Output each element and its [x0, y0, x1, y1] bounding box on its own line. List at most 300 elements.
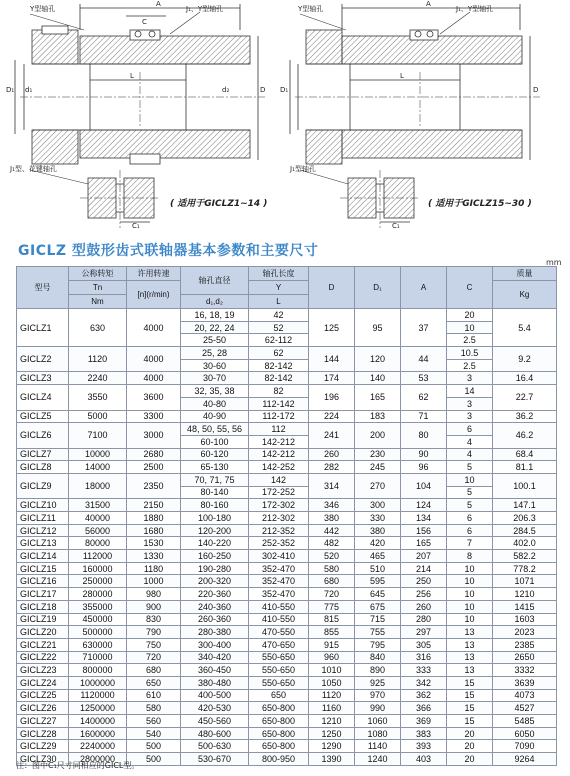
table-row [17, 740, 557, 753]
header-torque: 公称转矩 [69, 267, 127, 281]
cell-c: 3 [447, 410, 493, 423]
cell-bore: 20, 22, 24 [181, 321, 249, 334]
cell-d: 855 [309, 626, 355, 639]
cell-speed: 900 [127, 600, 181, 613]
cell-c: 5 [447, 486, 493, 499]
cell-d1: 795 [355, 638, 401, 651]
cell-c: 20 [447, 753, 493, 766]
cell-bore: 32, 35, 38 [181, 385, 249, 398]
header-a: A [401, 267, 447, 309]
cell-torque: 18000 [69, 473, 127, 498]
header-length: 轴孔长度 [249, 267, 309, 281]
right-section-view [290, 4, 540, 228]
cell-c: 6 [447, 423, 493, 436]
label-d2-left: d₂ [222, 86, 230, 94]
cell-a: 124 [401, 499, 447, 512]
cell-speed: 500 [127, 740, 181, 753]
cell-bore: 80-160 [181, 499, 249, 512]
cell-torque: 355000 [69, 600, 127, 613]
cell-c: 20 [447, 309, 493, 322]
cell-model: GICLZ15 [17, 562, 69, 575]
cell-d: 224 [309, 410, 355, 423]
cell-d: 520 [309, 550, 355, 563]
cell-length: 650-800 [249, 740, 309, 753]
table-row [17, 715, 557, 728]
cell-bore: 480-600 [181, 727, 249, 740]
cell-a: 280 [401, 613, 447, 626]
label-c1-right: C₁ [392, 222, 400, 230]
table-row [17, 512, 557, 525]
cell-mass: 1071 [493, 575, 557, 588]
cell-a: 53 [401, 372, 447, 385]
cell-speed: 3300 [127, 410, 181, 423]
cell-model: GICLZ12 [17, 524, 69, 537]
cell-torque: 56000 [69, 524, 127, 537]
table-row [17, 385, 557, 398]
cell-bore: 140-220 [181, 537, 249, 550]
cell-torque: 160000 [69, 562, 127, 575]
cell-a: 37 [401, 309, 447, 347]
cell-bore: 40-80 [181, 397, 249, 410]
cell-bore: 160-250 [181, 550, 249, 563]
cell-c: 3 [447, 372, 493, 385]
cell-torque: 112000 [69, 550, 127, 563]
cell-model: GICLZ27 [17, 715, 69, 728]
table-row [17, 613, 557, 626]
cell-length: 172-252 [249, 486, 309, 499]
cell-length: 142 [249, 473, 309, 486]
cell-model: GICLZ25 [17, 689, 69, 702]
cell-mass: 5.4 [493, 309, 557, 347]
header-d: D [309, 267, 355, 309]
cell-model: GICLZ29 [17, 740, 69, 753]
cell-bore: 530-670 [181, 753, 249, 766]
cell-mass: 402.0 [493, 537, 557, 550]
cell-d1: 675 [355, 600, 401, 613]
cell-speed: 1180 [127, 562, 181, 575]
cell-c: 7 [447, 537, 493, 550]
cell-d1: 645 [355, 588, 401, 601]
cell-d1: 595 [355, 575, 401, 588]
label-c-left: C [142, 18, 147, 26]
cell-a: 403 [401, 753, 447, 766]
cell-model: GICLZ6 [17, 423, 69, 448]
table-row [17, 575, 557, 588]
cell-model: GICLZ7 [17, 448, 69, 461]
cell-d1: 840 [355, 651, 401, 664]
header-speed: 许用转速 [127, 267, 181, 281]
cell-d1: 300 [355, 499, 401, 512]
cell-length: 550-650 [249, 664, 309, 677]
cell-torque: 450000 [69, 613, 127, 626]
cell-c: 20 [447, 727, 493, 740]
cell-length: 352-470 [249, 575, 309, 588]
cell-mass: 6050 [493, 727, 557, 740]
label-l-left: L [130, 72, 134, 80]
cell-mass: 2023 [493, 626, 557, 639]
cell-model: GICLZ16 [17, 575, 69, 588]
cell-length: 112-142 [249, 397, 309, 410]
cell-d1: 890 [355, 664, 401, 677]
caption-left: ( 适用于GICLZ1~14 ) [170, 199, 268, 209]
cell-speed: 980 [127, 588, 181, 601]
cell-length: 550-650 [249, 651, 309, 664]
cell-bore: 70, 71, 75 [181, 473, 249, 486]
label-d1-big-right: D₁ [280, 86, 289, 94]
cell-mass: 5485 [493, 715, 557, 728]
cell-a: 96 [401, 461, 447, 474]
cell-d1: 270 [355, 473, 401, 498]
cell-d: 680 [309, 575, 355, 588]
table-row [17, 309, 557, 322]
cell-length: 82-142 [249, 359, 309, 372]
cell-model: GICLZ1 [17, 309, 69, 347]
label-j1-hole-right: J₁型轴孔 [290, 165, 316, 173]
table-row [17, 473, 557, 486]
table-row [17, 702, 557, 715]
cell-d1: 715 [355, 613, 401, 626]
cell-d1: 120 [355, 347, 401, 372]
cell-torque: 630000 [69, 638, 127, 651]
cell-d1: 380 [355, 524, 401, 537]
cell-torque: 14000 [69, 461, 127, 474]
cell-torque: 710000 [69, 651, 127, 664]
cell-mass: 7090 [493, 740, 557, 753]
table-row [17, 626, 557, 639]
cell-model: GICLZ3 [17, 372, 69, 385]
cell-d: 1160 [309, 702, 355, 715]
cell-c: 15 [447, 715, 493, 728]
cell-length: 650-800 [249, 702, 309, 715]
cell-bore: 240-360 [181, 600, 249, 613]
cell-length: 142-252 [249, 461, 309, 474]
cell-a: 62 [401, 385, 447, 410]
cell-mass: 46.2 [493, 423, 557, 448]
header-length-l: L [249, 295, 309, 309]
cell-torque: 2240000 [69, 740, 127, 753]
cell-d: 815 [309, 613, 355, 626]
cell-length: 82 [249, 385, 309, 398]
header-model: 型号 [17, 267, 69, 309]
cell-c: 5 [447, 499, 493, 512]
header-bore-sub: d₁,d₂ [181, 295, 249, 309]
cell-d: 960 [309, 651, 355, 664]
cell-length: 62-112 [249, 334, 309, 347]
cell-d1: 1140 [355, 740, 401, 753]
cell-model: GICLZ8 [17, 461, 69, 474]
label-d-left: D [260, 86, 266, 94]
cell-a: 383 [401, 727, 447, 740]
label-spline: J₁型、花键轴孔 [10, 165, 57, 173]
cell-mass: 778.2 [493, 562, 557, 575]
cell-a: 342 [401, 676, 447, 689]
cell-length: 470-550 [249, 626, 309, 639]
cell-model: GICLZ9 [17, 473, 69, 498]
cell-mass: 2650 [493, 651, 557, 664]
cell-mass: 1210 [493, 588, 557, 601]
cell-c: 4 [447, 435, 493, 448]
header-mass-unit: Kg [493, 281, 557, 309]
cell-speed: 1530 [127, 537, 181, 550]
cell-mass: 81.1 [493, 461, 557, 474]
cell-c: 6 [447, 524, 493, 537]
cell-model: GICLZ5 [17, 410, 69, 423]
cell-c: 8 [447, 550, 493, 563]
cell-c: 6 [447, 512, 493, 525]
cell-speed: 4000 [127, 309, 181, 347]
cell-torque: 80000 [69, 537, 127, 550]
cell-model: GICLZ18 [17, 600, 69, 613]
label-c1-left: C₁ [132, 222, 140, 230]
cell-length: 52 [249, 321, 309, 334]
cell-d: 125 [309, 309, 355, 347]
cell-d1: 925 [355, 676, 401, 689]
label-y-hole-left: Y型轴孔 [30, 5, 56, 13]
table-row [17, 651, 557, 664]
cell-bore: 450-560 [181, 715, 249, 728]
cell-bore: 40-90 [181, 410, 249, 423]
cell-bore: 120-200 [181, 524, 249, 537]
table-row [17, 727, 557, 740]
cell-torque: 1600000 [69, 727, 127, 740]
cell-length: 82-142 [249, 372, 309, 385]
cell-a: 214 [401, 562, 447, 575]
cell-a: 316 [401, 651, 447, 664]
label-y-hole-right: Y型轴孔 [298, 5, 324, 13]
cell-bore: 190-280 [181, 562, 249, 575]
table-row [17, 676, 557, 689]
cell-speed: 3000 [127, 423, 181, 448]
cell-bore: 30-60 [181, 359, 249, 372]
cell-d1: 245 [355, 461, 401, 474]
cell-d1: 420 [355, 537, 401, 550]
cell-bore: 30-70 [181, 372, 249, 385]
cell-bore: 100-180 [181, 512, 249, 525]
table-row [17, 689, 557, 702]
cell-a: 134 [401, 512, 447, 525]
cell-d: 314 [309, 473, 355, 498]
cell-d1: 140 [355, 372, 401, 385]
cell-length: 410-550 [249, 613, 309, 626]
cell-c: 10 [447, 600, 493, 613]
cell-bore: 400-500 [181, 689, 249, 702]
cell-model: GICLZ13 [17, 537, 69, 550]
cell-torque: 7100 [69, 423, 127, 448]
cell-length: 800-950 [249, 753, 309, 766]
cell-torque: 1120000 [69, 689, 127, 702]
cell-d1: 970 [355, 689, 401, 702]
cell-d1: 1080 [355, 727, 401, 740]
table-row [17, 461, 557, 474]
cell-mass: 2385 [493, 638, 557, 651]
cell-torque: 31500 [69, 499, 127, 512]
cell-model: GICLZ21 [17, 638, 69, 651]
table-row [17, 588, 557, 601]
cell-c: 10 [447, 613, 493, 626]
cell-speed: 3600 [127, 385, 181, 410]
cell-d1: 95 [355, 309, 401, 347]
cell-bore: 48, 50, 55, 56 [181, 423, 249, 436]
table-body [17, 309, 557, 766]
table-row [17, 562, 557, 575]
cell-d1: 330 [355, 512, 401, 525]
label-l-right: L [400, 72, 404, 80]
table-row [17, 499, 557, 512]
header-c: C [447, 267, 493, 309]
cell-torque: 1120 [69, 347, 127, 372]
cell-a: 369 [401, 715, 447, 728]
cell-speed: 580 [127, 702, 181, 715]
footnote: 注：图中C₁尺寸同相应的GICL型。 [16, 761, 140, 770]
cell-c: 10.5 [447, 347, 493, 360]
cell-mass: 1415 [493, 600, 557, 613]
cell-c: 13 [447, 626, 493, 639]
cell-mass: 4073 [493, 689, 557, 702]
cell-speed: 790 [127, 626, 181, 639]
cell-mass: 9264 [493, 753, 557, 766]
cell-speed: 2680 [127, 448, 181, 461]
cell-torque: 2240 [69, 372, 127, 385]
cell-bore: 200-320 [181, 575, 249, 588]
cell-bore: 280-380 [181, 626, 249, 639]
cell-mass: 3639 [493, 676, 557, 689]
cell-mass: 284.5 [493, 524, 557, 537]
cell-length: 172-302 [249, 499, 309, 512]
cell-bore: 65-130 [181, 461, 249, 474]
cell-bore: 220-360 [181, 588, 249, 601]
table-row [17, 600, 557, 613]
cell-a: 207 [401, 550, 447, 563]
label-a-right: A [426, 0, 431, 8]
header-torque-unit2: Nm [69, 295, 127, 309]
cell-speed: 2150 [127, 499, 181, 512]
cell-speed: 750 [127, 638, 181, 651]
cell-c: 13 [447, 651, 493, 664]
cell-d: 241 [309, 423, 355, 448]
cell-a: 256 [401, 588, 447, 601]
cell-length: 650-800 [249, 715, 309, 728]
table-title: GICLZ 型鼓形齿式联轴器基本参数和主要尺寸 [18, 243, 319, 259]
cell-torque: 3550 [69, 385, 127, 410]
label-d1-left: d₁ [25, 86, 33, 94]
cell-a: 366 [401, 702, 447, 715]
cell-c: 13 [447, 664, 493, 677]
cell-length: 112 [249, 423, 309, 436]
cell-c: 10 [447, 588, 493, 601]
table-row [17, 664, 557, 677]
cell-a: 165 [401, 537, 447, 550]
cell-d: 144 [309, 347, 355, 372]
cell-d: 1250 [309, 727, 355, 740]
cell-c: 13 [447, 638, 493, 651]
cell-d: 482 [309, 537, 355, 550]
cell-speed: 500 [127, 753, 181, 766]
cell-a: 362 [401, 689, 447, 702]
cell-torque: 1000000 [69, 676, 127, 689]
table-row [17, 347, 557, 360]
cell-bore: 60-100 [181, 435, 249, 448]
cell-c: 3 [447, 397, 493, 410]
header-mass: 质量 [493, 267, 557, 281]
cell-model: GICLZ2 [17, 347, 69, 372]
cell-c: 15 [447, 689, 493, 702]
cell-length: 112-172 [249, 410, 309, 423]
cell-a: 80 [401, 423, 447, 448]
table-row [17, 448, 557, 461]
cell-speed: 4000 [127, 347, 181, 372]
cell-d1: 183 [355, 410, 401, 423]
cell-torque: 500000 [69, 626, 127, 639]
cell-mass: 1603 [493, 613, 557, 626]
cell-mass: 9.2 [493, 347, 557, 372]
cell-c: 15 [447, 702, 493, 715]
table-header [17, 267, 557, 309]
cell-a: 250 [401, 575, 447, 588]
cell-torque: 280000 [69, 588, 127, 601]
cell-a: 71 [401, 410, 447, 423]
cell-d: 1010 [309, 664, 355, 677]
label-a-left: A [156, 0, 161, 8]
cell-length: 142-212 [249, 435, 309, 448]
cell-speed: 1000 [127, 575, 181, 588]
cell-bore: 420-530 [181, 702, 249, 715]
cell-speed: 680 [127, 664, 181, 677]
table-row [17, 410, 557, 423]
cell-model: GICLZ30 [17, 753, 69, 766]
cell-d: 1210 [309, 715, 355, 728]
cell-d: 580 [309, 562, 355, 575]
cell-model: GICLZ17 [17, 588, 69, 601]
cell-bore: 500-630 [181, 740, 249, 753]
cell-bore: 340-420 [181, 651, 249, 664]
cell-d: 720 [309, 588, 355, 601]
cell-d1: 510 [355, 562, 401, 575]
cell-a: 333 [401, 664, 447, 677]
cell-c: 5 [447, 461, 493, 474]
cell-length: 550-650 [249, 676, 309, 689]
cell-length: 650 [249, 689, 309, 702]
cell-d: 1390 [309, 753, 355, 766]
cell-torque: 630 [69, 309, 127, 347]
cell-length: 410-550 [249, 600, 309, 613]
header-torque-unit: Tn [69, 281, 127, 295]
cell-c: 20 [447, 740, 493, 753]
cell-bore: 25, 28 [181, 347, 249, 360]
cell-d: 1050 [309, 676, 355, 689]
cell-a: 297 [401, 626, 447, 639]
cell-d: 775 [309, 600, 355, 613]
unit-label: mm [546, 258, 562, 267]
cell-d: 282 [309, 461, 355, 474]
cell-length: 62 [249, 347, 309, 360]
caption-right: ( 适用于GICLZ15~30 ) [428, 199, 532, 209]
cell-torque: 1400000 [69, 715, 127, 728]
cell-bore: 80-140 [181, 486, 249, 499]
cell-a: 260 [401, 600, 447, 613]
cell-length: 212-302 [249, 512, 309, 525]
label-d1-big-left: D₁ [6, 86, 15, 94]
cell-speed: 2350 [127, 473, 181, 498]
cell-d: 260 [309, 448, 355, 461]
cell-c: 10 [447, 575, 493, 588]
cell-d1: 1060 [355, 715, 401, 728]
cell-mass: 206.3 [493, 512, 557, 525]
cell-bore: 300-400 [181, 638, 249, 651]
cell-model: GICLZ20 [17, 626, 69, 639]
cell-c: 10 [447, 321, 493, 334]
label-d-right: D [533, 86, 539, 94]
cell-model: GICLZ4 [17, 385, 69, 410]
